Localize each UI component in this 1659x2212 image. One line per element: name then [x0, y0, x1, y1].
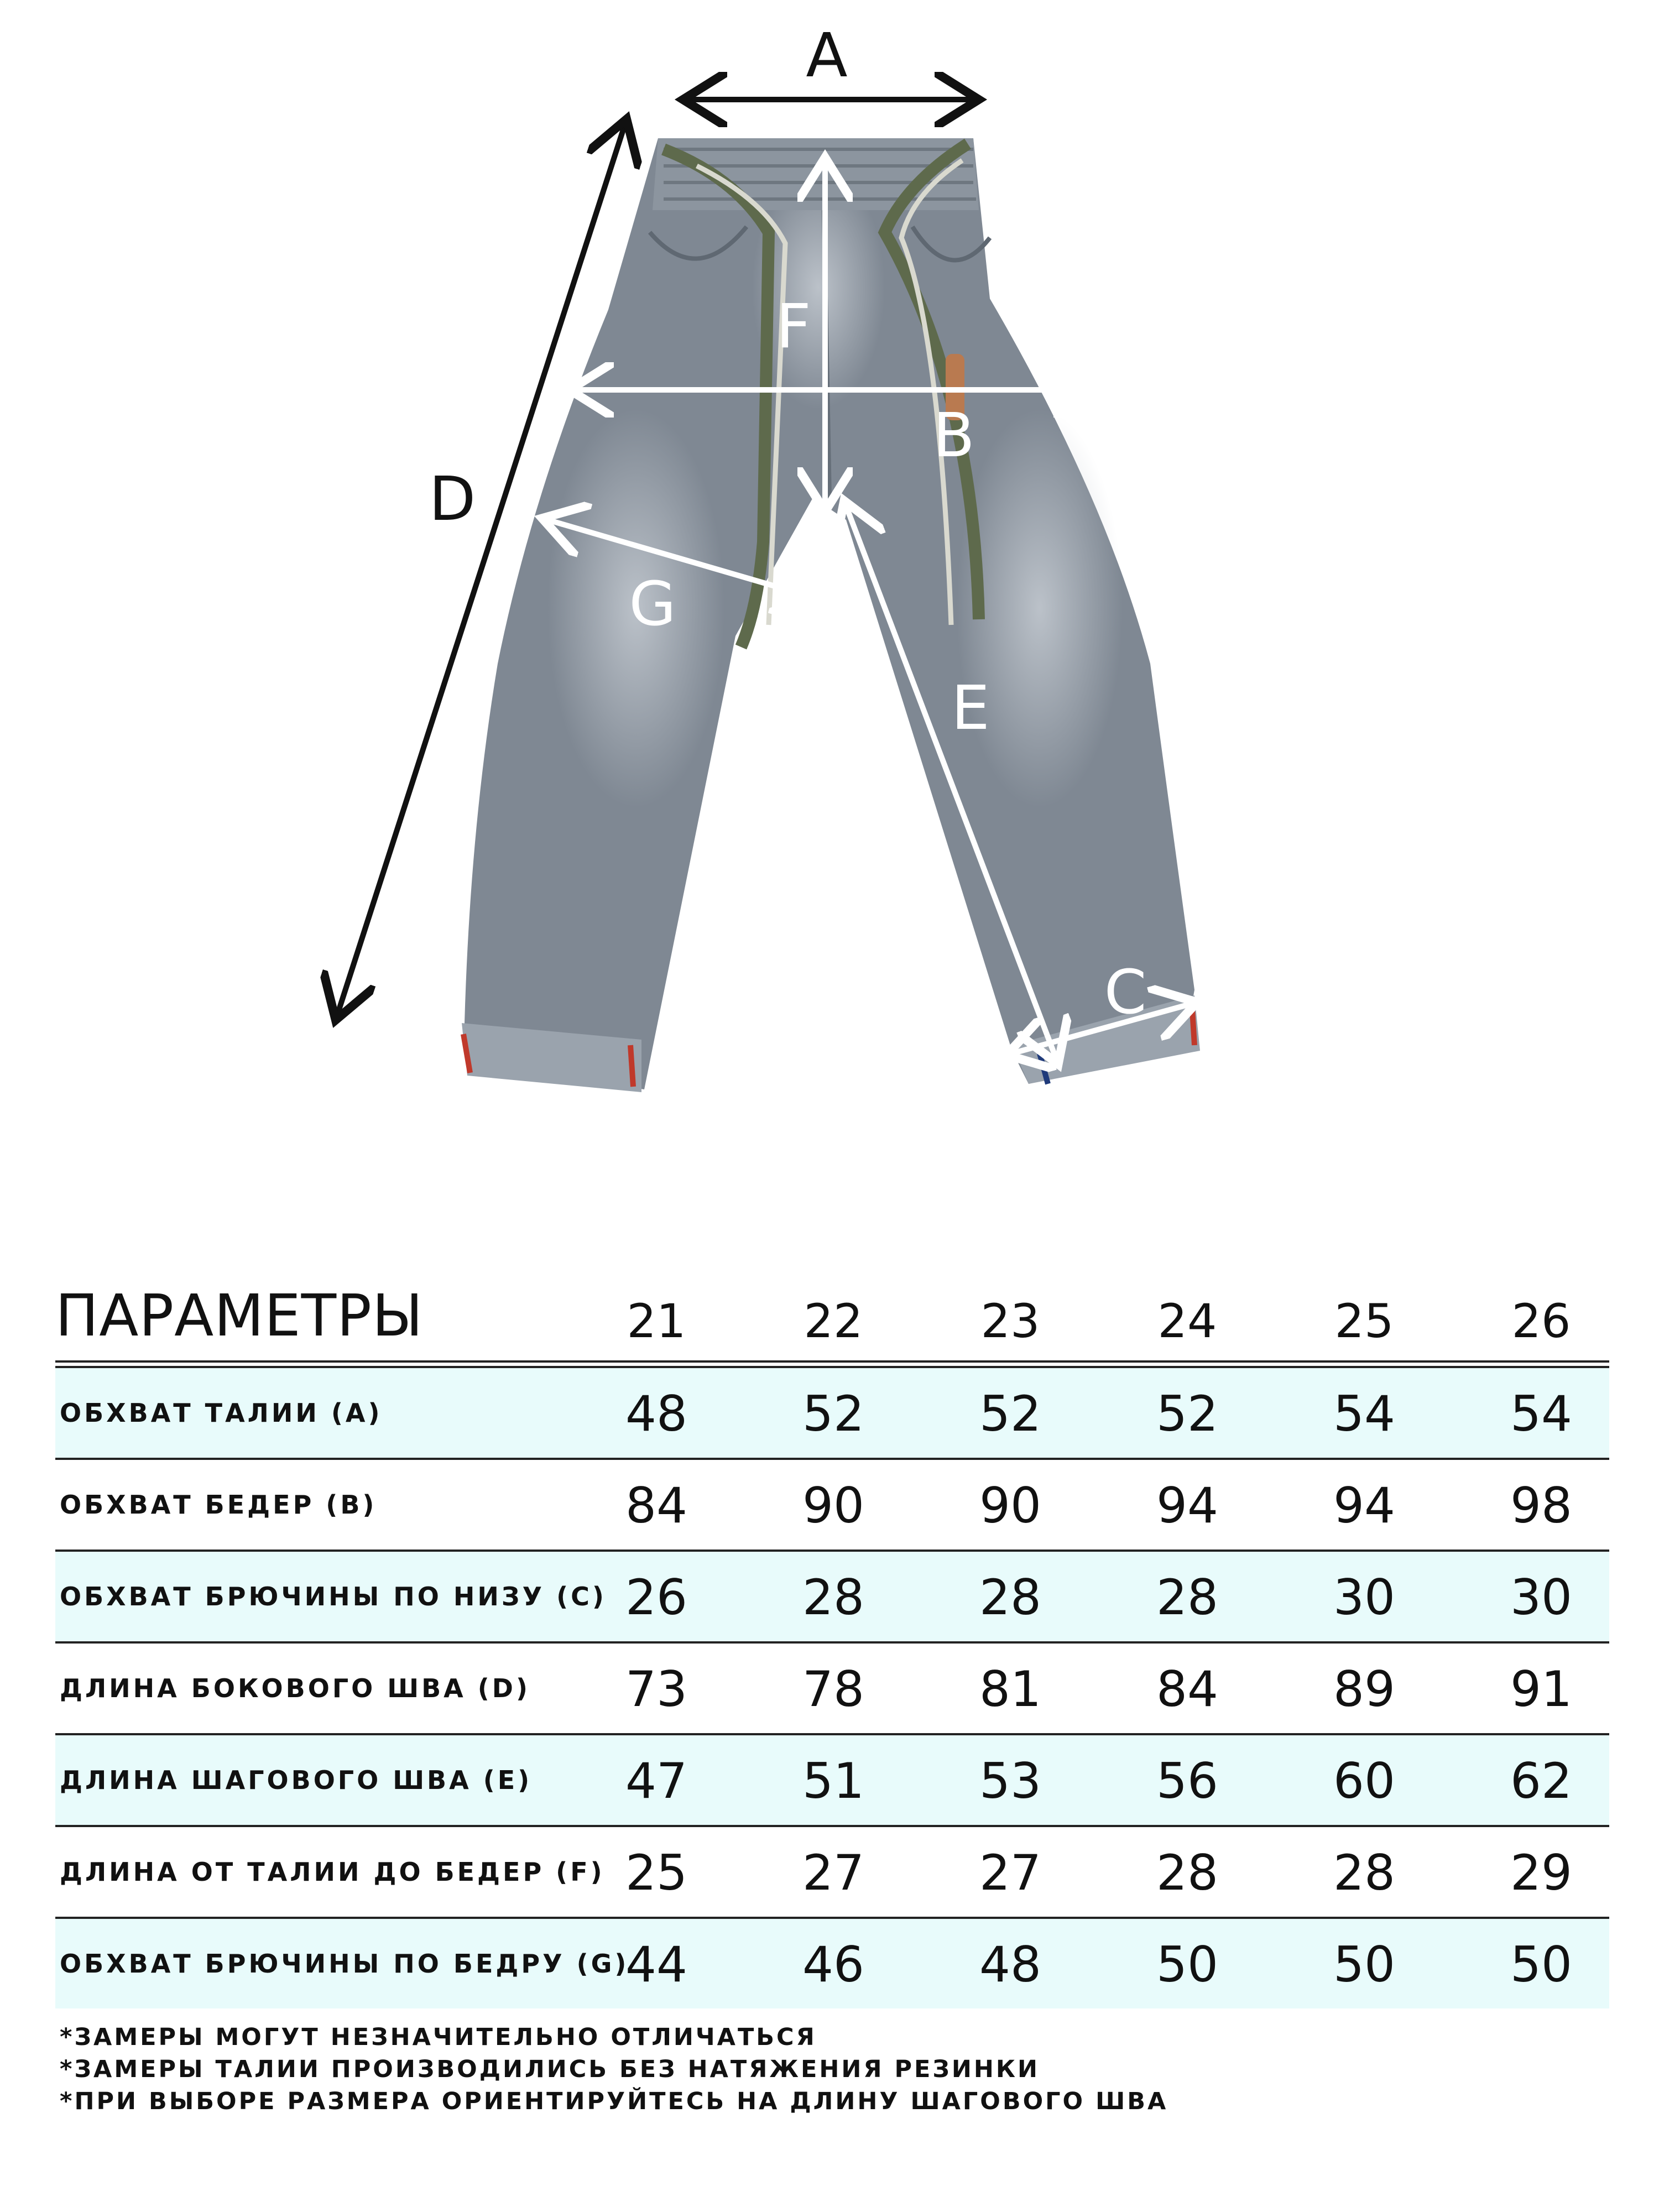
size-header: 24: [1157, 1294, 1217, 1348]
row-label: ОБХВАТ БЕДЕР (B): [60, 1490, 377, 1520]
cell-value: 53: [979, 1752, 1041, 1809]
size-header: 23: [980, 1294, 1040, 1348]
footnote: *ЗАМЕРЫ МОГУТ НЕЗНАЧИТЕЛЬНО ОТЛИЧАТЬСЯ: [60, 2023, 817, 2051]
label-e: E: [951, 672, 990, 743]
cell-value: 84: [1156, 1661, 1218, 1718]
size-header: 25: [1334, 1294, 1394, 1348]
size-table: [55, 1266, 1609, 2008]
cell-value: 28: [1156, 1569, 1218, 1626]
size-header: 26: [1511, 1294, 1571, 1348]
table-row: [55, 1552, 1609, 1644]
cell-value: 89: [1333, 1661, 1395, 1718]
cell-value: 26: [625, 1569, 687, 1626]
size-header: 22: [804, 1294, 863, 1348]
cell-value: 73: [625, 1661, 687, 1718]
cell-value: 28: [802, 1569, 864, 1626]
cell-value: 56: [1156, 1752, 1218, 1809]
cell-value: 46: [802, 1936, 864, 1993]
cell-value: 91: [1510, 1661, 1572, 1718]
table-header: [55, 1266, 1609, 1360]
cell-value: 30: [1510, 1569, 1572, 1626]
cell-value: 47: [625, 1752, 687, 1809]
cell-value: 60: [1333, 1752, 1395, 1809]
cell-value: 52: [1156, 1385, 1218, 1442]
cell-value: 94: [1333, 1477, 1395, 1534]
cell-value: 44: [625, 1936, 687, 1993]
footnote: *ПРИ ВЫБОРЕ РАЗМЕРА ОРИЕНТИРУЙТЕСЬ НА ДЛИНУ ШАГОВОГО ШВА: [60, 2088, 1168, 2115]
cell-value: 25: [625, 1844, 687, 1901]
row-label: ДЛИНА ОТ ТАЛИИ ДО БЕДЕР (F): [60, 1857, 605, 1887]
cell-value: 54: [1510, 1385, 1572, 1442]
row-label: ОБХВАТ ТАЛИИ (A): [60, 1398, 383, 1428]
cell-value: 81: [979, 1661, 1041, 1718]
table-row: [55, 1644, 1609, 1735]
cell-value: 54: [1333, 1385, 1395, 1442]
cell-value: 48: [979, 1936, 1041, 1993]
cell-value: 28: [1333, 1844, 1395, 1901]
cell-value: 90: [979, 1477, 1041, 1534]
cell-value: 94: [1156, 1477, 1218, 1534]
cell-value: 50: [1156, 1936, 1218, 1993]
cell-value: 28: [979, 1569, 1041, 1626]
cell-value: 27: [979, 1844, 1041, 1901]
size-header: 21: [627, 1294, 686, 1348]
row-label: ОБХВАТ БРЮЧИНЫ ПО НИЗУ (C): [60, 1582, 607, 1611]
label-d: D: [429, 463, 476, 534]
row-label: ДЛИНА БОКОВОГО ШВА (D): [60, 1673, 530, 1703]
cell-value: 51: [802, 1752, 864, 1809]
label-b: B: [933, 400, 975, 471]
footnotes: [60, 2021, 1168, 2117]
cell-value: 27: [802, 1844, 864, 1901]
row-label: ДЛИНА ШАГОВОГО ШВА (E): [60, 1765, 533, 1795]
label-a: A: [806, 20, 848, 91]
cell-value: 50: [1333, 1936, 1395, 1993]
cell-value: 78: [802, 1661, 864, 1718]
label-c: C: [1104, 957, 1147, 1027]
cell-value: 30: [1333, 1569, 1395, 1626]
table-row: [55, 1460, 1609, 1552]
cell-value: 48: [625, 1385, 687, 1442]
footnote: *ЗАМЕРЫ ТАЛИИ ПРОИЗВОДИЛИСЬ БЕЗ НАТЯЖЕНИЯ РЕЗИНКИ: [60, 2056, 1040, 2083]
row-label: ОБХВАТ БРЮЧИНЫ ПО БЕДРУ (G): [60, 1949, 629, 1979]
table-title: ПАРАМЕТРЫ: [55, 1282, 424, 1349]
cell-value: 90: [802, 1477, 864, 1534]
cell-value: 50: [1510, 1936, 1572, 1993]
cell-value: 98: [1510, 1477, 1572, 1534]
label-g: G: [629, 568, 676, 639]
cell-value: 62: [1510, 1752, 1572, 1809]
cell-value: 52: [802, 1385, 864, 1442]
cell-value: 29: [1510, 1844, 1572, 1901]
table-row: [55, 1368, 1609, 1460]
table-row: [55, 1735, 1609, 1827]
header-divider: [55, 1360, 1609, 1368]
cell-value: 28: [1156, 1844, 1218, 1901]
cell-value: 84: [625, 1477, 687, 1534]
table-row: [55, 1827, 1609, 1919]
table-row: [55, 1919, 1609, 2008]
cell-value: 52: [979, 1385, 1041, 1442]
label-f: F: [776, 291, 811, 362]
